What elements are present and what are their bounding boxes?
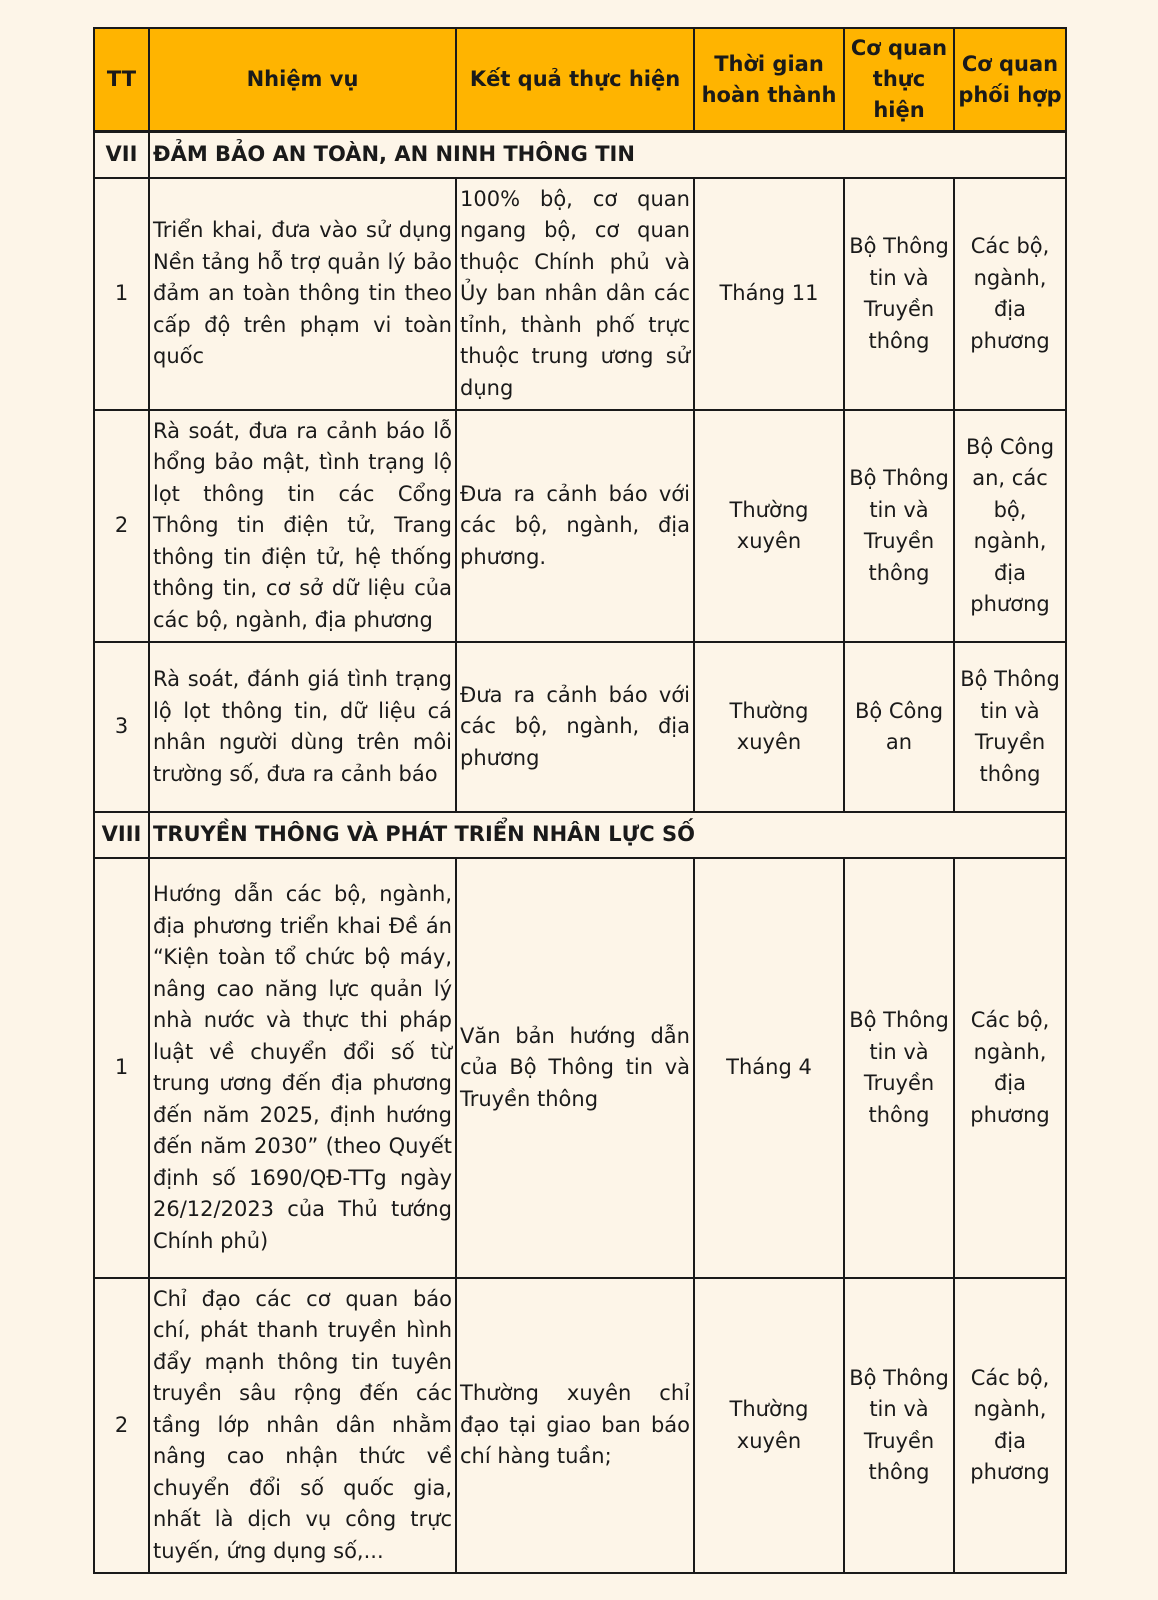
row-support-agency: Các bộ, ngành, địa phương: [954, 178, 1066, 410]
row-task: Hướng dẫn các bộ, ngành, địa phương triển khai Đề án “Kiện toàn tổ chức bộ máy, nâng cao năng lực quản lý nhà nước và thực thi pháp luật về chuyển đổi số từ trung ương đến địa phương đến năm 2025, định hướng đến năm 2030” (theo Quyết định số 1690/QĐ-TTg ngày 26/12/2023 của Thủ tướng Chính phủ): [149, 858, 456, 1278]
row-number: 3: [94, 642, 149, 812]
row-deadline: Thường xuyên: [694, 410, 844, 642]
row-deadline: Thường xuyên: [694, 1278, 844, 1573]
table-header: [94, 28, 1066, 132]
row-support-agency: Bộ Thông tin và Truyền thông: [954, 642, 1066, 812]
row-support-agency: Các bộ, ngành, địa phương: [954, 858, 1066, 1278]
row-task: Rà soát, đánh giá tình trạng lộ lọt thông tin, dữ liệu cá nhân người dùng trên môi trường số, đưa ra cảnh báo: [149, 642, 456, 812]
row-task: Chỉ đạo các cơ quan báo chí, phát thanh truyền hình đẩy mạnh thông tin tuyên truyền sâu rộng đến các tầng lớp nhân dân nhằm nâng cao nhận thức về chuyển đổi số quốc gia, nhất là dịch vụ công trực tuyến, ứng dụng số,...: [149, 1278, 456, 1573]
row-lead-agency: Bộ Thông tin và Truyền thông: [844, 858, 954, 1278]
header-tt: TT: [94, 28, 149, 132]
task-table: [93, 27, 1067, 1574]
table-row: [94, 858, 1066, 1278]
row-deadline: Tháng 11: [694, 178, 844, 410]
section-title: TRUYỀN THÔNG VÀ PHÁT TRIỂN NHÂN LỰC SỐ: [149, 812, 1066, 858]
header-task: Nhiệm vụ: [149, 28, 456, 132]
header-lead-agency: Cơ quan thực hiện: [844, 28, 954, 132]
section-number: VIII: [94, 812, 149, 858]
row-result: Thường xuyên chỉ đạo tại giao ban báo chí hàng tuần;: [456, 1278, 694, 1573]
row-number: 1: [94, 178, 149, 410]
row-result: Đưa ra cảnh báo với các bộ, ngành, địa phương: [456, 642, 694, 812]
row-support-agency: Bộ Công an, các bộ, ngành, địa phương: [954, 410, 1066, 642]
row-task: Triển khai, đưa vào sử dụng Nền tảng hỗ trợ quản lý bảo đảm an toàn thông tin theo cấp độ trên phạm vi toàn quốc: [149, 178, 456, 410]
row-lead-agency: Bộ Công an: [844, 642, 954, 812]
table-row: [94, 410, 1066, 642]
row-number: 2: [94, 410, 149, 642]
row-number: 2: [94, 1278, 149, 1573]
section-title: ĐẢM BẢO AN TOÀN, AN NINH THÔNG TIN: [149, 132, 1066, 179]
row-deadline: Thường xuyên: [694, 642, 844, 812]
section-row: [94, 132, 1066, 179]
row-lead-agency: Bộ Thông tin và Truyền thông: [844, 178, 954, 410]
header-row: [94, 28, 1066, 132]
table-row: [94, 1278, 1066, 1573]
row-result: Văn bản hướng dẫn của Bộ Thông tin và Truyền thông: [456, 858, 694, 1278]
table-body: [94, 132, 1066, 1574]
table-row: [94, 642, 1066, 812]
row-result: Đưa ra cảnh báo với các bộ, ngành, địa phương.: [456, 410, 694, 642]
row-deadline: Tháng 4: [694, 858, 844, 1278]
row-number: 1: [94, 858, 149, 1278]
header-result: Kết quả thực hiện: [456, 28, 694, 132]
header-deadline: Thời gian hoàn thành: [694, 28, 844, 132]
row-lead-agency: Bộ Thông tin và Truyền thông: [844, 410, 954, 642]
row-result: 100% bộ, cơ quan ngang bộ, cơ quan thuộc Chính phủ và Ủy ban nhân dân các tỉnh, thành phố trực thuộc trung ương sử dụng: [456, 178, 694, 410]
row-support-agency: Các bộ, ngành, địa phương: [954, 1278, 1066, 1573]
row-lead-agency: Bộ Thông tin và Truyền thông: [844, 1278, 954, 1573]
row-task: Rà soát, đưa ra cảnh báo lỗ hổng bảo mật, tình trạng lộ lọt thông tin các Cổng Thông tin điện tử, Trang thông tin điện tử, hệ thống thông tin, cơ sở dữ liệu của các bộ, ngành, địa phương: [149, 410, 456, 642]
header-support-agency: Cơ quan phối hợp: [954, 28, 1066, 132]
section-row: [94, 812, 1066, 858]
section-number: VII: [94, 132, 149, 179]
table-row: [94, 178, 1066, 410]
